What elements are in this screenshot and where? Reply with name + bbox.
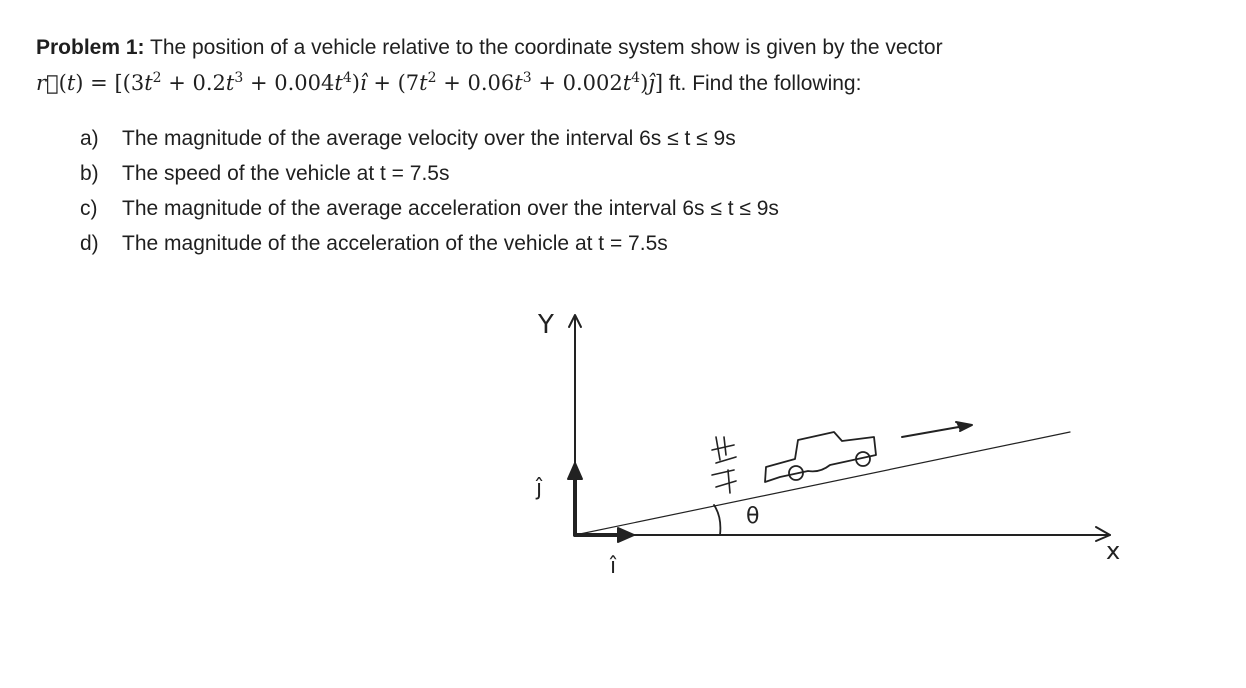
- question-text: The magnitude of the average acceleration over the interval 6s ≤ t ≤ 9s: [122, 197, 779, 220]
- vehicle-sketch: [765, 432, 876, 482]
- coordinate-system-sketch: [490, 295, 1150, 595]
- equals-sign: =: [83, 71, 115, 95]
- question-a: [80, 121, 779, 156]
- j-label: ĵ: [536, 476, 543, 501]
- i-arrowhead: [618, 528, 634, 542]
- theta-label: θ: [746, 504, 760, 529]
- question-text: The magnitude of the acceleration of the vehicle at t = 7.5s: [122, 232, 668, 255]
- question-letter: c): [80, 197, 98, 220]
- problem-label: Problem 1:: [36, 36, 145, 59]
- y-axis-label: Y: [538, 310, 554, 340]
- incline-line: [575, 432, 1070, 535]
- position-vector-lhs: r⃗(t): [36, 71, 84, 95]
- problem-statement: [36, 33, 1216, 99]
- problem-intro: The position of a vehicle relative to the coordinate system show is given by the vector: [144, 36, 943, 59]
- question-b: [80, 156, 779, 191]
- position-vector-line: [36, 68, 1216, 99]
- question-d: [80, 226, 779, 261]
- question-letter: a): [80, 127, 99, 150]
- theta-arc: [714, 505, 720, 535]
- question-list: [80, 121, 779, 261]
- question-letter: d): [80, 232, 99, 255]
- problem-intro-line: [36, 33, 1216, 63]
- j-arrowhead: [568, 463, 582, 479]
- question-c: [80, 191, 779, 226]
- motion-lines: [712, 437, 736, 493]
- position-vector-rhs: [($3t^2 + 0.2t^3$ + $0.004t^4)î + (7t^2 + 0.06t^3$ + $0.002t^4)ĵ$]: [114, 70, 664, 95]
- question-text: The magnitude of the average velocity over the interval 6s ≤ t ≤ 9s: [122, 127, 736, 150]
- x-axis-label: x: [1106, 537, 1121, 565]
- question-text: The speed of the vehicle at t = 7.5s: [122, 162, 450, 185]
- problem-suffix: ft. Find the following:: [663, 72, 862, 95]
- velocity-arrowhead: [956, 422, 972, 431]
- i-label: î: [610, 554, 617, 579]
- question-letter: b): [80, 162, 99, 185]
